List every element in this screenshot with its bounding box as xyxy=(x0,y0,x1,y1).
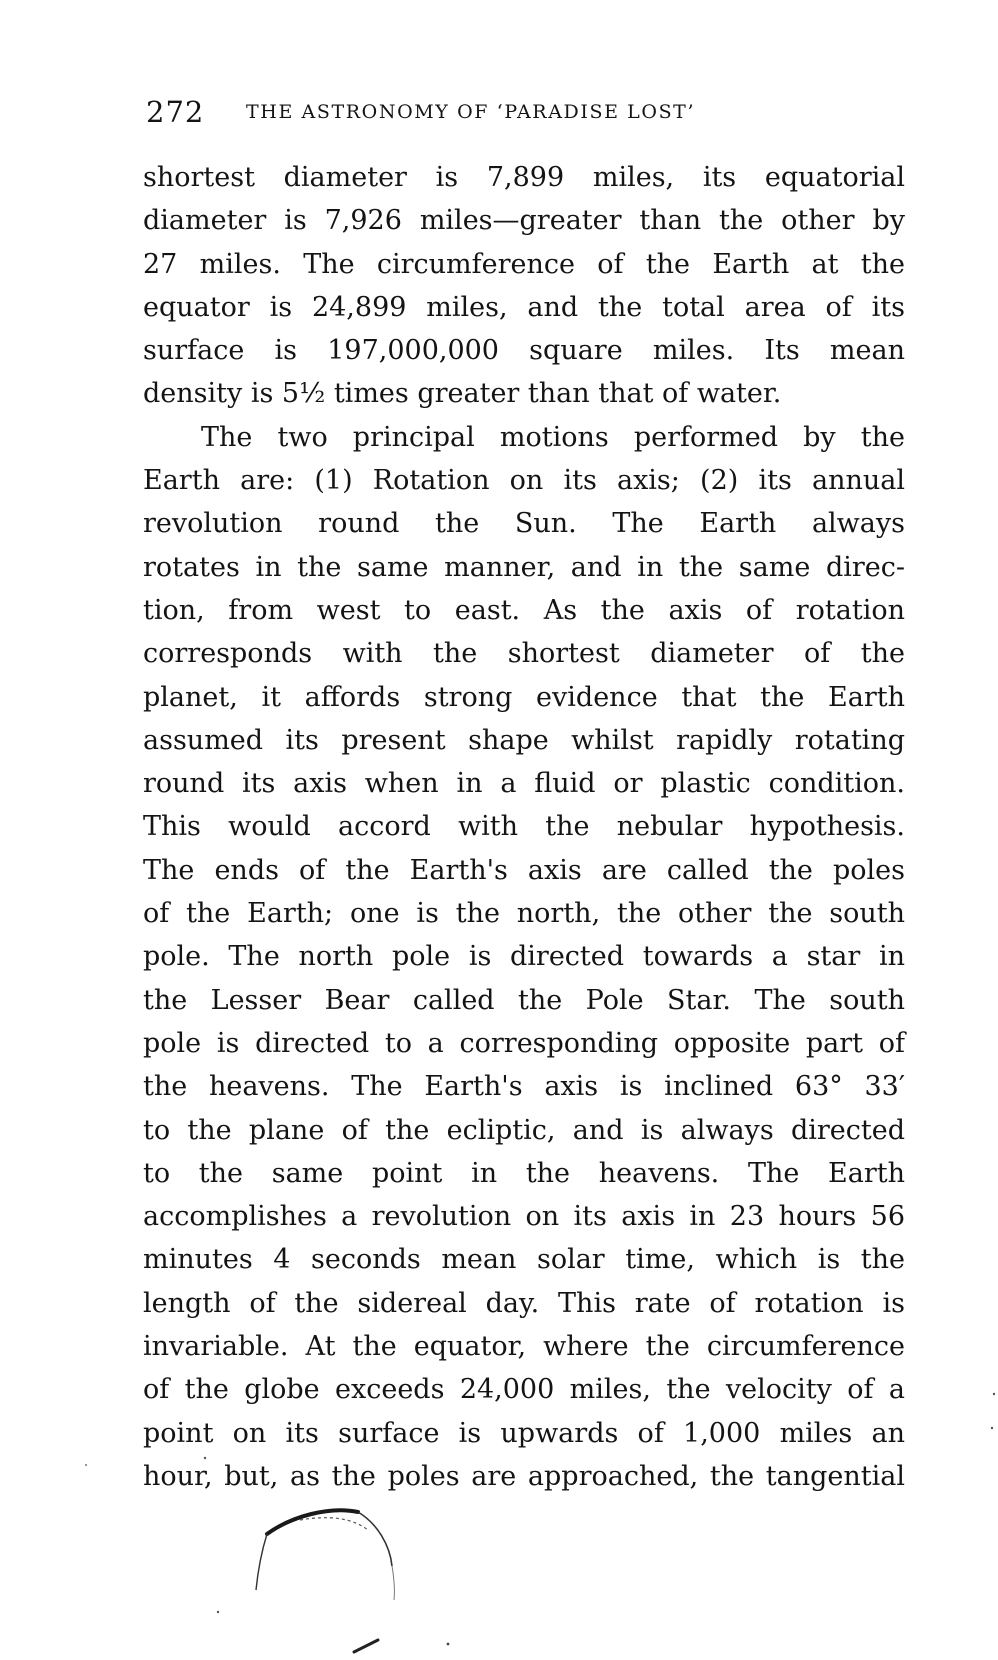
text-line: equator is 24,899 miles, and the total area of its xyxy=(143,291,905,323)
text-line: rotates in the same manner, and in the same direc- xyxy=(143,551,905,583)
text-line: minutes 4 seconds mean solar time, which is the xyxy=(143,1244,905,1276)
text-line: invariable. At the equator, where the circumference xyxy=(143,1331,905,1363)
text-line: of the Earth; one is the north, the other the south xyxy=(143,898,905,930)
text-line: The two principal motions performed by the xyxy=(201,421,905,453)
text-line: length of the sidereal day. This rate of rotation is xyxy=(143,1287,905,1319)
text-line: point on its surface is upwards of 1,000 miles an xyxy=(143,1417,905,1449)
text-line: pole. The north pole is directed towards a star in xyxy=(143,941,905,973)
text-line: Earth are: (1) Rotation on its axis; (2) its annual xyxy=(143,465,905,497)
text-line: revolution round the Sun. The Earth always xyxy=(143,508,905,540)
text-line: The ends of the Earth's axis are called the poles xyxy=(143,854,905,886)
page-number: 272 xyxy=(146,95,205,129)
text-line: assumed its present shape whilst rapidly rotating xyxy=(143,724,905,756)
text-line: to the same point in the heavens. The Earth xyxy=(143,1157,905,1189)
text-line: the Lesser Bear called the Pole Star. The south xyxy=(143,984,905,1016)
text-line: hour, but, as the poles are approached, the tangential xyxy=(143,1460,905,1492)
text-line: tion, from west to east. As the axis of rotation xyxy=(143,594,905,626)
text-line: accomplishes a revolution on its axis in 23 hours 56 xyxy=(143,1201,905,1233)
text-line: diameter is 7,926 miles—greater than the other by xyxy=(143,205,905,237)
text-line: This would accord with the nebular hypothesis. xyxy=(143,811,905,843)
text-line: 27 miles. The circumference of the Earth at the xyxy=(143,248,905,280)
running-head: THE ASTRONOMY OF ‘PARADISE LOST’ xyxy=(246,101,696,123)
text-line: the heavens. The Earth's axis is inclined 63° 33′ xyxy=(143,1071,905,1103)
text-line: density is 5½ times greater than that of water. xyxy=(143,378,782,410)
text-line: planet, it affords strong evidence that the Earth xyxy=(143,681,905,713)
text-line: to the plane of the ecliptic, and is always directed xyxy=(143,1114,905,1146)
text-line: shortest diameter is 7,899 miles, its equatorial xyxy=(143,162,905,193)
text-line: round its axis when in a fluid or plastic condition. xyxy=(143,768,905,800)
text-line: of the globe exceeds 24,000 miles, the velocity of a xyxy=(143,1374,905,1406)
text-line: pole is directed to a corresponding opposite part of xyxy=(143,1027,905,1059)
text-line: corresponds with the shortest diameter of the xyxy=(143,638,905,670)
text-line: surface is 197,000,000 square miles. Its mean xyxy=(143,335,905,367)
